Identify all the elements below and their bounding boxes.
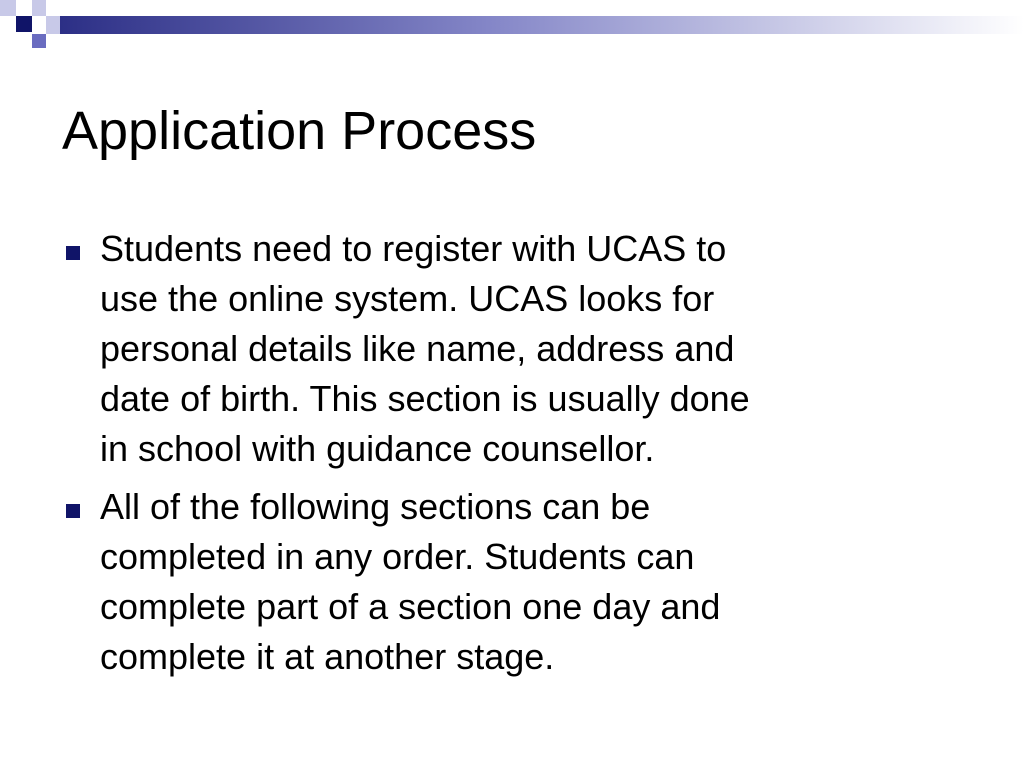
square-bullet-icon — [66, 504, 80, 518]
deco-square — [46, 34, 60, 46]
bullet-item — [100, 482, 980, 682]
bullet-line: personal details like name, address and — [100, 328, 735, 369]
bullet-item — [100, 224, 980, 474]
header-gradient-bar — [60, 16, 1024, 34]
header-decoration — [0, 0, 1024, 60]
bullet-line: in school with guidance counsellor. — [100, 428, 655, 469]
square-bullet-icon — [66, 246, 80, 260]
deco-square — [32, 34, 46, 48]
slide-title: Application Process — [62, 101, 537, 161]
bullet-line: All of the following sections can be — [100, 486, 651, 527]
deco-square — [16, 16, 32, 32]
bullet-line: complete it at another stage. — [100, 636, 555, 677]
bullet-list — [100, 224, 980, 690]
deco-square — [0, 0, 16, 16]
bullet-line: Students need to register with UCAS to — [100, 228, 727, 269]
deco-square — [46, 2, 60, 16]
deco-square — [32, 0, 46, 16]
deco-square — [0, 32, 16, 46]
bullet-line: complete part of a section one day and — [100, 586, 721, 627]
bullet-line: use the online system. UCAS looks for — [100, 278, 715, 319]
bullet-line: date of birth. This section is usually done — [100, 378, 750, 419]
deco-square — [16, 0, 32, 16]
deco-square — [46, 16, 60, 34]
bullet-line: completed in any order. Students can — [100, 536, 695, 577]
